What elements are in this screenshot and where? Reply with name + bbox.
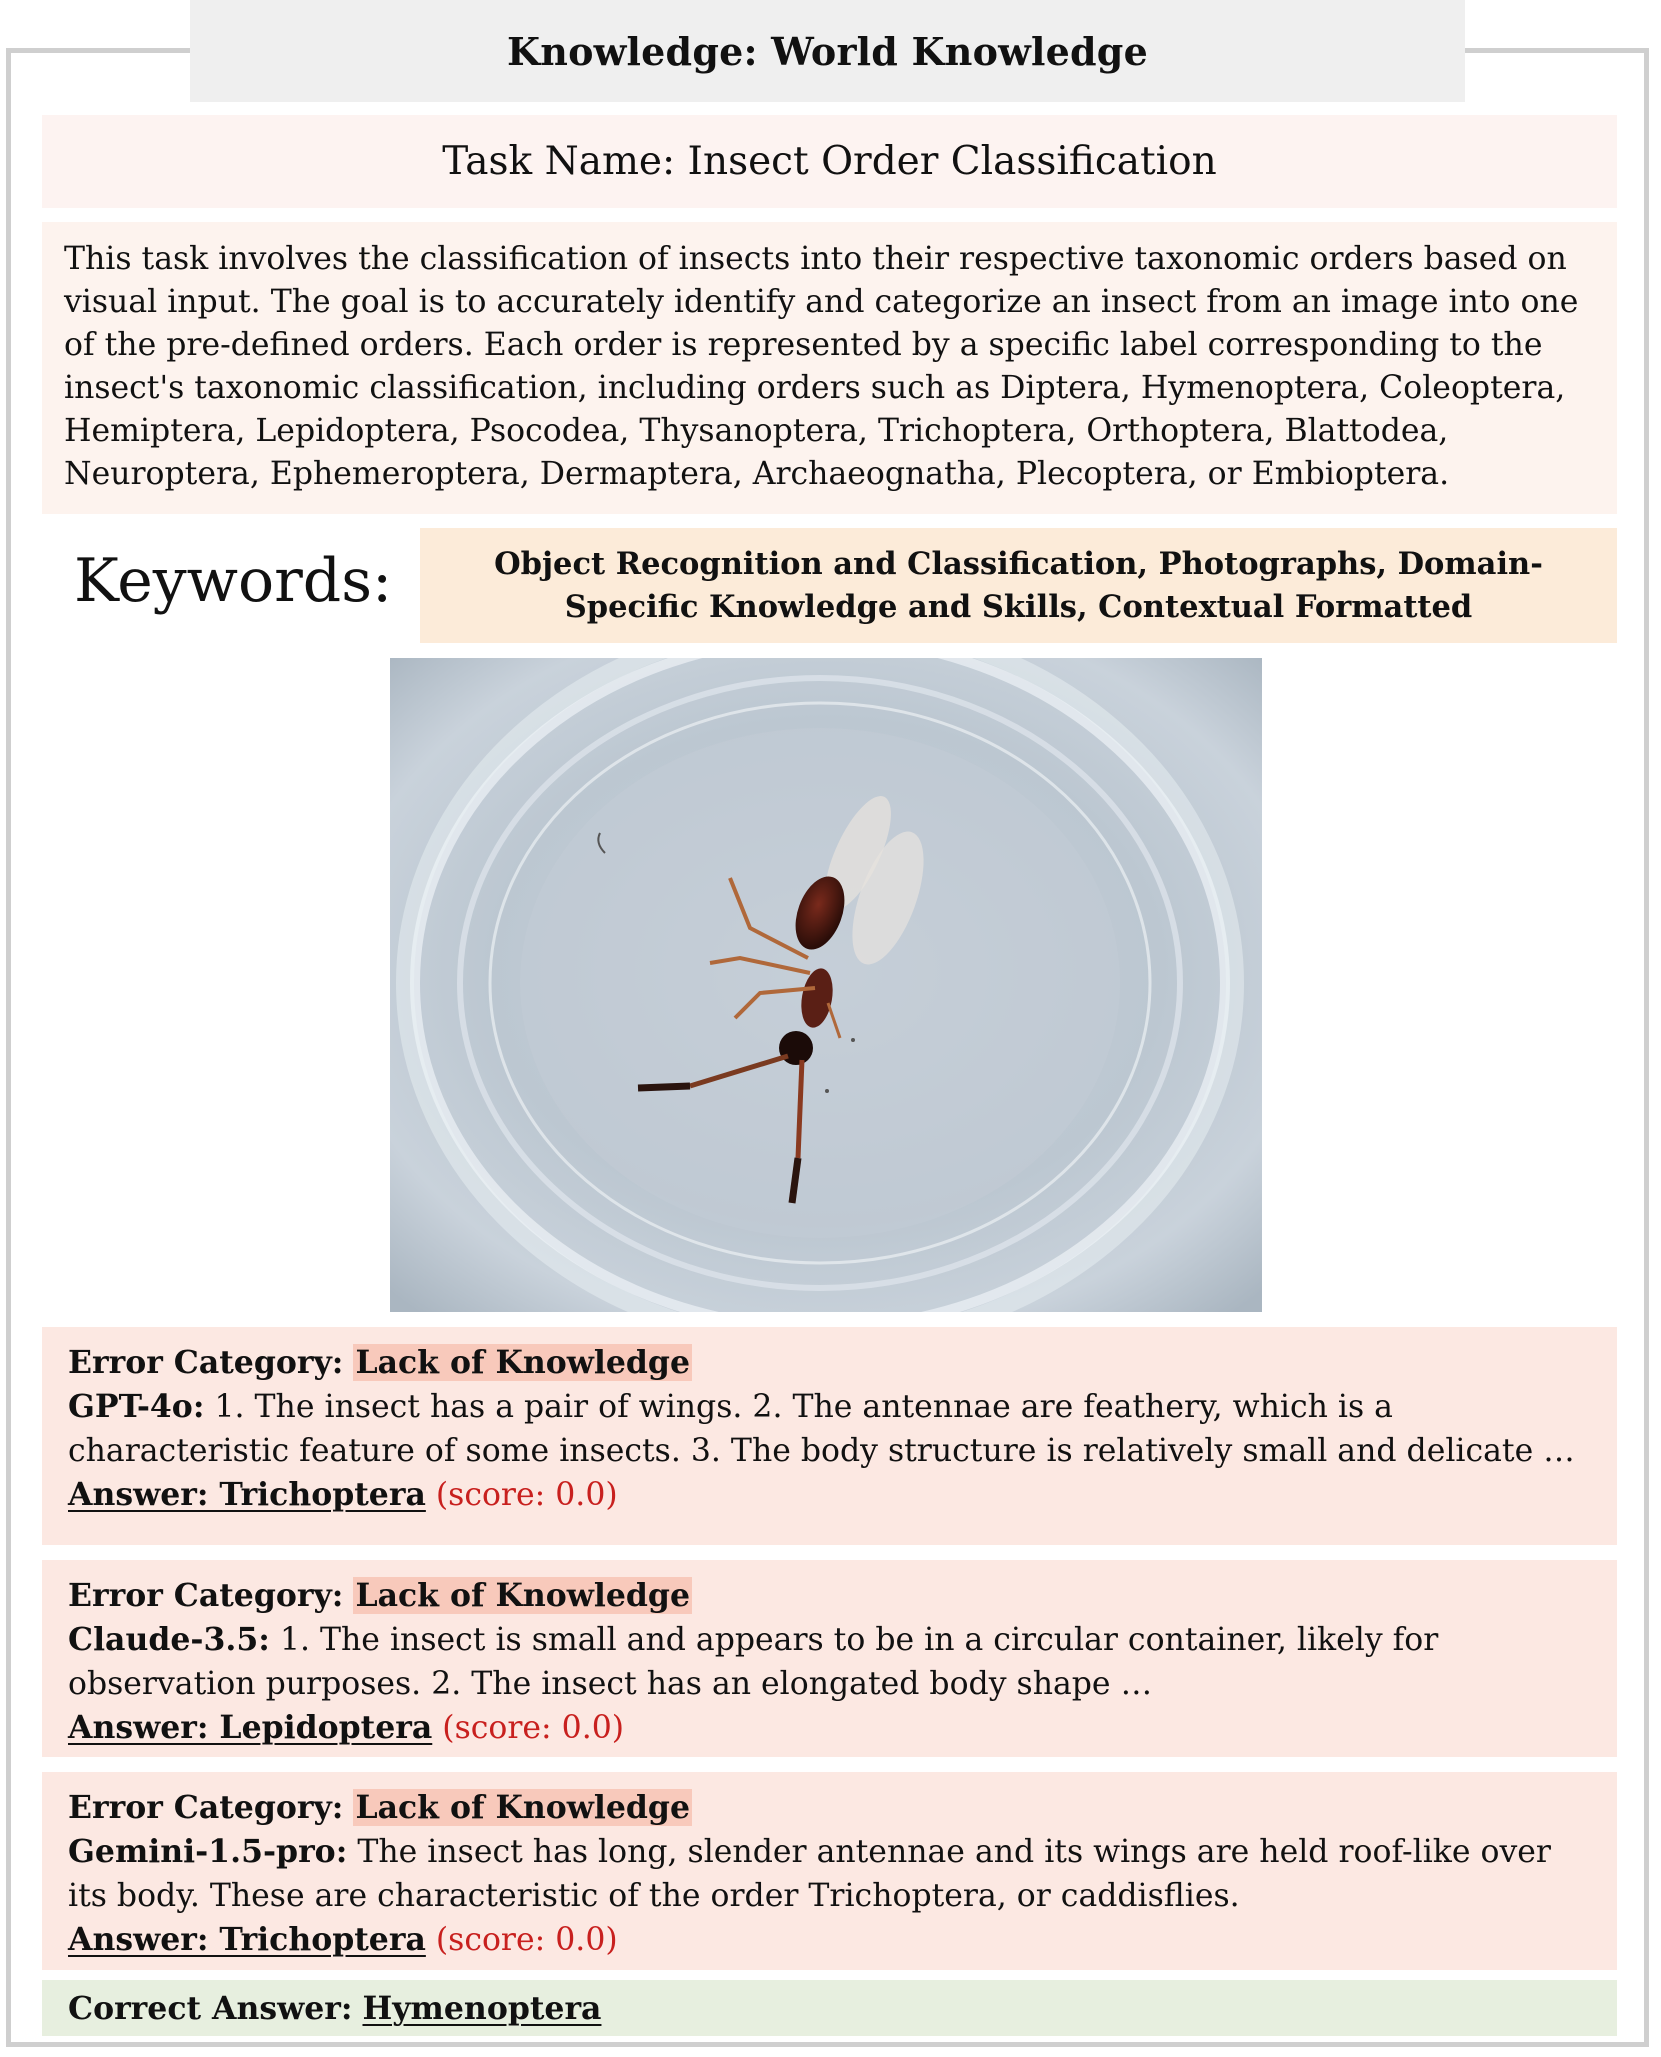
model-score: (score: 0.0): [435, 1922, 618, 1958]
correct-answer-label: Correct Answer:: [68, 1989, 353, 2027]
error-entry-gpt4o: [42, 1327, 1617, 1545]
keywords-label: Keywords:: [74, 545, 393, 616]
error-category-label: Error Category:: [68, 1789, 344, 1826]
model-score: (score: 0.0): [442, 1710, 625, 1746]
model-score: (score: 0.0): [435, 1477, 618, 1513]
correct-answer-box: [42, 1980, 1617, 2036]
error-entry-claude: [42, 1560, 1617, 1757]
model-response: 1. The insect is small and appears to be in a circular container, likely for observation purposes. 2. The insect has an elongated body shape …: [68, 1622, 1439, 1702]
error-category-value: Lack of Knowledge: [355, 1344, 691, 1381]
page-title: [190, 0, 1465, 102]
error-category-label: Error Category:: [68, 1344, 344, 1381]
task-description-box: [42, 222, 1617, 514]
keywords-box: [420, 528, 1617, 643]
correct-answer-value: Hymenoptera: [362, 1989, 602, 2027]
error-entry-gemini: [42, 1772, 1617, 1970]
model-answer: Answer: Trichoptera: [68, 1476, 426, 1513]
model-name: GPT-4o:: [68, 1388, 205, 1425]
error-category-value: Lack of Knowledge: [355, 1577, 691, 1614]
insect-photo: [390, 658, 1262, 1312]
error-category-label: Error Category:: [68, 1577, 344, 1614]
keywords-value: Object Recognition and Classification, Photographs, Domain-Specific Knowledge and Skills, Contextual Formatted: [494, 545, 1543, 625]
error-category-value: Lack of Knowledge: [355, 1789, 691, 1826]
task-name-box: [42, 115, 1617, 208]
model-answer: Answer: Trichoptera: [68, 1921, 426, 1958]
model-name: Gemini-1.5-pro:: [68, 1833, 348, 1870]
model-name: Claude-3.5:: [68, 1621, 270, 1658]
model-response: 1. The insect has a pair of wings. 2. The antennae are feathery, which is a characteristic feature of some insects. 3. The body structure is relatively small and delicate …: [68, 1389, 1575, 1469]
task-description: This task involves the classification of insects into their respective taxonomic orders based on visual input. The goal is to accurately identify and categorize an insect from an image into one of the pre-defined orders. Each order is represented by a specific label corresponding to the insect's taxonomic classification, including orders such as Diptera, Hymenoptera, Coleoptera, Hemiptera, Lepidoptera, Psocodea, Thysanoptera, Trichoptera, Orthoptera, Blattodea, Neuroptera, Ephemeroptera, Dermaptera, Archaeognatha, Plecoptera, or Embioptera.: [64, 241, 1579, 492]
task-name: Task Name: Insect Order Classification: [442, 139, 1217, 184]
page-title-text: Knowledge: World Knowledge: [507, 28, 1148, 74]
model-answer: Answer: Lepidoptera: [68, 1709, 433, 1746]
model-response: The insect has long, slender antennae and its wings are held roof-like over its body. These are characteristic of the order Trichoptera, or caddisflies.: [68, 1834, 1551, 1914]
